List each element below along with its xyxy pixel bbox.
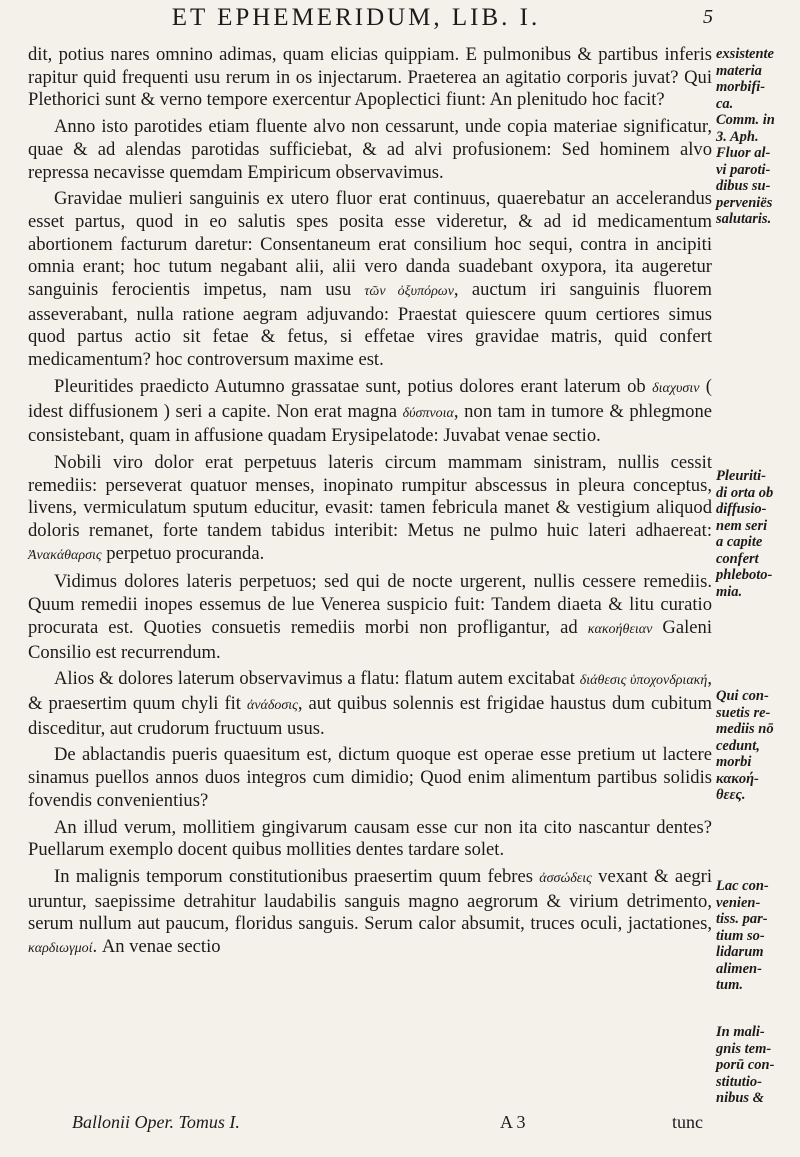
margin-note — [716, 1024, 800, 1107]
paragraph-text: Gravidae mulieri sanguinis ex utero fluor erat continuus, quaerebatur an accelerandus esset partus, quod in eo salutis spes posita esse videretur, & ad id medicamentum abortionem facturum daretur: Consentaneum erat consilium hoc sequi, contra in ancipiti omnia erant; hoc tutum negabant alii, alii vero danda suadebant oxypora, ita augeretur sanguinis ferocientis impetus, nam usu — [28, 188, 712, 301]
main-text-column — [28, 44, 712, 965]
margin-note-line: Fluor al- — [716, 145, 771, 161]
catchword: tunc — [672, 1112, 703, 1132]
paragraph-text: De ablactandis pueris quaesitum est, dictum quoque est operae esse pretium ut lactere sinamus puellos annos duos integros cum dimidio; Quod enim alimentum partibus solidis fovendis convenientius? — [28, 744, 712, 811]
paragraph — [28, 188, 712, 372]
paragraph-text: An illud verum, mollitiem gingivarum causam esse cur non ita cito nascantur dentes? Puellarum exemplo docent quibus mollities dentes tardare solet. — [28, 816, 712, 861]
margin-note-line: tium so- — [716, 927, 765, 944]
margin-note-line: confert — [716, 550, 759, 567]
margin-note-line: 3. Aph. — [716, 128, 759, 145]
paragraph — [28, 817, 712, 862]
paragraph — [28, 376, 712, 448]
margin-note-line: suetis re- — [716, 704, 771, 721]
margin-note-line: In mali- — [716, 1024, 765, 1040]
margin-note-line: di orta ob — [716, 484, 774, 501]
margin-note-line: morbi — [716, 754, 752, 770]
margin-note-line: cedunt, — [716, 737, 760, 754]
greek-term: ἀνάδοσις — [246, 697, 298, 713]
paragraph-text: Galeni Consilio est recurrendum. — [28, 616, 712, 663]
margin-note-line: κακοή- — [716, 770, 759, 787]
margin-note-line: venien- — [716, 894, 761, 911]
margin-note-line: nem seri — [716, 517, 768, 534]
paragraph — [28, 116, 712, 184]
margin-note-line: tum. — [716, 977, 743, 993]
margin-note — [716, 468, 800, 600]
paragraph-text: Vidimus dolores lateris perpetuos; sed qui de nocte urgerent, nullis cessere remediis. Quum remedii inopes essemus de lue Venerea suspicio fuit: Tandem diaeta & litu curatio procurata est. Quoties consuetis remediis morbi non profligantur, ad — [28, 571, 712, 638]
paragraph-text: perpetuo procuranda. — [101, 542, 265, 564]
greek-term: διάθεσις ὑποχονδριακή — [579, 673, 708, 689]
margin-note-line: stitutio- — [716, 1073, 762, 1090]
margin-note-line: Pleuriti- — [716, 468, 766, 484]
margin-note-line: tiss. par- — [716, 911, 768, 927]
greek-term: καρδιωγμοί — [28, 941, 93, 957]
paragraph — [28, 571, 712, 664]
margin-note-line: Qui con- — [716, 688, 769, 704]
margin-note-line: phleboto- — [716, 567, 773, 583]
margin-note-line: morbifi- — [716, 79, 766, 95]
margin-note-line: exsistente — [716, 46, 774, 62]
paragraph-text: , aut quibus solennis est frigidae haustus dum cubitum disceditur, aut crudorum fructuum usus. — [28, 692, 712, 739]
paragraph-text: , non tam in tumore & phlegmone consistebant, quam in affusione quadam Erysipelatode: Juvabat venae sectio. — [28, 400, 712, 447]
paragraph — [28, 44, 712, 112]
margin-note-line: θεες. — [716, 787, 746, 803]
margin-note-line: Lac con- — [716, 878, 769, 894]
margin-note-line: Comm. in — [716, 112, 775, 128]
paragraph-text: vexant & aegri uruntur, saepissime detrahitur laudabilis sanguis magno aegrorum & virium detrimento, serum nullum aut paucum, floridus sanguis. Serum calor absumit, truces oculi, jactationes, — [28, 865, 712, 935]
margin-note-line: materia — [716, 62, 762, 79]
margin-note-line: salutaris. — [716, 211, 772, 227]
margin-note — [716, 878, 800, 994]
paragraph-text: dit, potius nares omnino adimas, quam elicias quippiam. E pulmonibus & partibus inferis rapitur quid frequenti usu rerum in os injectarum. Praeterea an agitatio corporis juvat? Qui Plethorici sunt & verno tempore exercentur Apoplectici fiunt: An plenitudo hoc facit? — [28, 44, 712, 111]
margin-note-line: diffusio- — [716, 501, 767, 517]
greek-term: δύσπνοια — [402, 405, 454, 421]
greek-term: τῶν ὀξυπόρων — [364, 284, 454, 300]
greek-term: ἀσσώδεις — [539, 870, 592, 886]
paragraph-text: Pleuritides praedicto Autumno grassatae sunt, potius dolores erant laterum ob — [54, 375, 653, 397]
signature-mark: A 3 — [500, 1112, 526, 1132]
paragraph-text: , & praesertim quum chyli fit — [28, 668, 712, 714]
paragraph-text: ( idest diffusionem ) seri a capite. Non erat magna — [28, 375, 712, 422]
margin-note-line: ca. — [716, 95, 734, 112]
margin-note-line: gnis tem- — [716, 1040, 772, 1057]
paragraph-text: In malignis temporum constitutionibus praesertim quum febres — [54, 865, 540, 887]
signature-line: Ballonii Oper. Tomus I. — [72, 1112, 240, 1132]
paragraph — [28, 452, 712, 568]
margin-note — [716, 46, 800, 228]
paragraph — [28, 866, 712, 961]
paragraph — [28, 668, 712, 740]
running-title: ET EPHEMERIDUM, LIB. I. — [171, 4, 541, 31]
margin-note-line: nibus & — [716, 1090, 764, 1106]
paragraph — [28, 744, 712, 812]
paragraph-text: . An venae sectio — [92, 936, 221, 958]
paragraph-text: Alios & dolores laterum observavimus a flatu: flatum autem excitabat — [54, 668, 580, 690]
greek-term: κακοήθειαν — [587, 621, 653, 637]
paragraph-text: , auctum iri sanguinis fluorem asseverabant, nulla ratione aegram adjuvando: Praestat quiescere quum certiores simus quod partus actio sit fetae & fetus, si effetae vires gravidae matris, quid confert medicamentum? hoc controversum maxime est. — [28, 279, 712, 371]
paragraph-text: Anno isto parotides etiam fluente alvo non cessarunt, unde copia materiae significatur, quae & ad alendas parotidas sufficiebat, & ad alvi profusionem: Sed hominem alvo repressa necavisse quemdam Empiricum observavimus. — [28, 116, 712, 183]
running-header — [0, 4, 712, 32]
margin-note-line: alimen- — [716, 960, 762, 977]
greek-term: διαχυσιν — [652, 380, 700, 396]
paragraph-text: Nobili viro dolor erat perpetuus lateris circum mammam sinistram, nullis cessit remediis: perseverat quatuor menses, inopinato rumpitur abscessus in pleura conceptus, livens, vermiculatum sputum educitur, evasit: tamen febricula manet & vestigium aliquod doloris remanet, forte tandem tabidus interibit: Metus ne pulmo huic lateri adhaereat: — [28, 451, 712, 542]
margin-note — [716, 688, 800, 804]
margin-note-line: perveniës — [716, 194, 773, 211]
margin-note-line: vi paroti- — [716, 161, 771, 178]
margin-note-line: porū con- — [716, 1057, 775, 1073]
margin-note-line: mediis nō — [716, 721, 774, 737]
greek-term: Ἀνακάθαρσις — [28, 547, 102, 563]
page-number: 5 — [703, 6, 713, 28]
margin-note-line: lidarum — [716, 944, 764, 960]
margin-note-line: dibus su- — [716, 178, 771, 194]
margin-note-line: a capite — [716, 534, 763, 550]
margin-note-line: mia. — [716, 583, 743, 600]
